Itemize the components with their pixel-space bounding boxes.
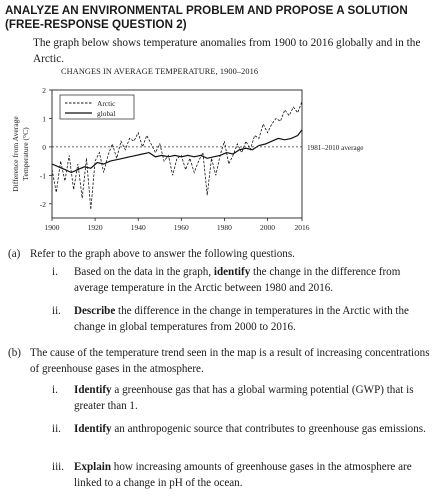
series-line-global [52, 130, 302, 173]
y-tick-label: -1 [39, 171, 46, 181]
chart-title: CHANGES IN AVERAGE TEMPERATURE, 1900–2016 [61, 67, 259, 76]
question-b-i-post: a greenhouse gas that has a global warming potential (GWP) that is greater than 1. [74, 384, 414, 412]
section-heading [5, 4, 433, 32]
y-tick-label: 1 [42, 114, 46, 124]
question-a-i-pre: Based on the data in the graph, [74, 266, 214, 278]
reference-line-label: 1981–2010 average [307, 143, 364, 152]
y-tick-label: 0 [42, 142, 46, 152]
question-a [8, 246, 433, 262]
question-a-i-post: the change in the difference from average temperature in the Arctic between 1980 and 2016. [74, 266, 401, 294]
question-a-i [52, 264, 427, 296]
question-b-ii-post: an anthropogenic source that contributes to greenhouse gas emissions. [111, 423, 426, 435]
heading-line-1: ANALYZE AN ENVIRONMENTAL PROBLEM AND PROPOSE A SOLUTION [5, 4, 408, 17]
question-a-ii-post: the difference in the change in temperatures in the Arctic with the change in global temperatures from 2000 to 2016. [74, 305, 409, 333]
question-b-i-label: i. [52, 384, 58, 396]
question-a-i-keyword: identify [213, 266, 251, 278]
question-a-ii-keyword: Describe [74, 305, 116, 317]
legend-label-arctic: Arctic [97, 99, 116, 108]
question-b-text: The cause of the temperature trend seen in the map is a result of increasing concentrations of greenhouse gases in the atmosphere. [30, 347, 430, 375]
heading-line-2: (FREE-RESPONSE QUESTION 2) [5, 18, 187, 31]
question-a-ii [52, 303, 427, 335]
x-tick-label: 2000 [260, 223, 276, 232]
x-tick-label: 1960 [173, 223, 189, 232]
x-tick-label: 2016 [294, 223, 310, 232]
question-a-text: Refer to the graph above to answer the following questions. [30, 248, 295, 260]
question-b [8, 345, 433, 377]
y-axis-label-line-1: Difference from Average [11, 116, 20, 192]
question-b-iii [52, 459, 427, 491]
question-b-ii [52, 421, 427, 437]
question-b-ii-keyword: Identify [74, 423, 112, 435]
y-tick-label: -2 [39, 199, 46, 209]
question-a-ii-label: ii. [52, 305, 61, 317]
x-tick-label: 1920 [87, 223, 103, 232]
question-b-iii-post: how increasing amounts of greenhouse gases in the atmosphere are linked to a change in pH of the ocean. [74, 461, 412, 489]
question-b-ii-label: ii. [52, 423, 61, 435]
y-axis-label-line-2: Temperature (°C) [21, 127, 30, 181]
question-a-i-label: i. [52, 266, 58, 278]
question-b-i [52, 382, 427, 414]
question-b-i-keyword: Identify [74, 384, 112, 396]
x-tick-label: 1980 [216, 223, 232, 232]
y-tick-label: 2 [42, 86, 46, 95]
x-tick-label: 1940 [130, 223, 146, 232]
question-b-iii-keyword: Explain [74, 461, 111, 473]
legend-label-global: global [97, 109, 116, 118]
question-b-iii-label: iii. [52, 461, 65, 473]
question-a-label: (a) [8, 248, 21, 260]
x-tick-label: 1900 [44, 223, 60, 232]
temperature-chart [0, 78, 438, 238]
intro-text: The graph below shows temperature anomalies from 1900 to 2016 globally and in the Arctic. [33, 37, 421, 65]
question-b-label: (b) [8, 347, 21, 359]
